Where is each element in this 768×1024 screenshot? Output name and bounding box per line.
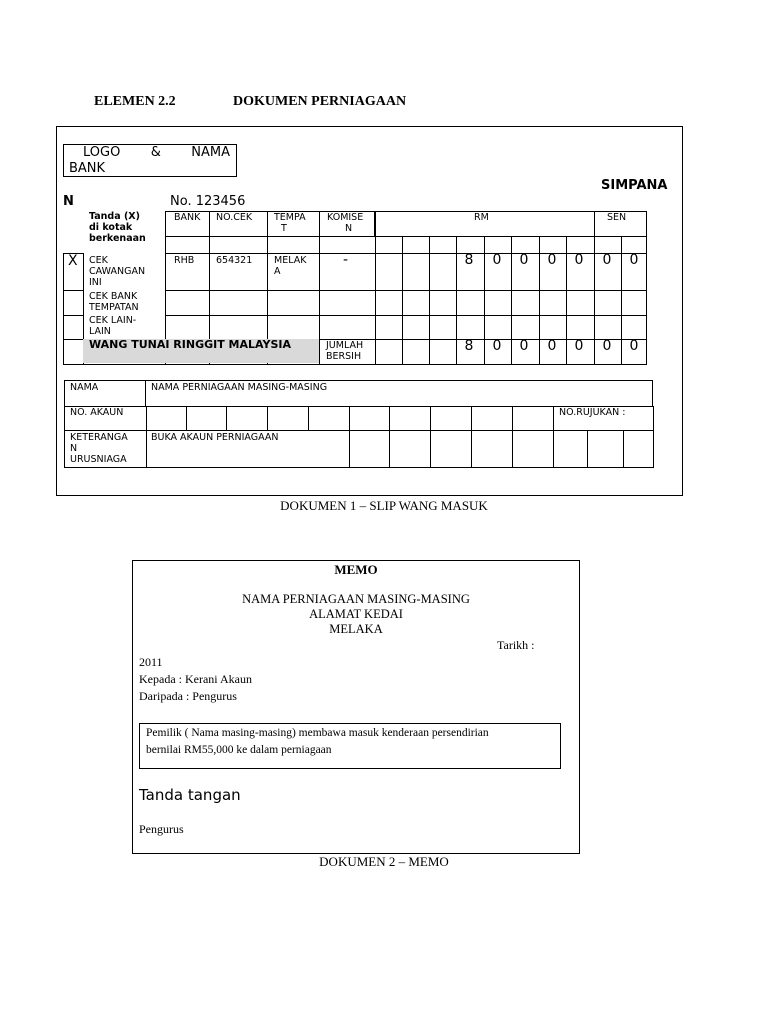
row1-tempat: MELAK A bbox=[274, 255, 307, 277]
table-cell bbox=[165, 236, 210, 254]
keterangan-cell bbox=[623, 430, 654, 468]
logo-word-1: LOGO bbox=[83, 145, 121, 160]
keterangan-cell bbox=[512, 430, 554, 468]
akaun-cell bbox=[226, 406, 268, 431]
akaun-cell bbox=[471, 406, 513, 431]
memo-pengurus: Pengurus bbox=[139, 822, 184, 836]
akaun-cell bbox=[349, 406, 390, 431]
table-cell bbox=[456, 315, 485, 340]
simpanan-label-b: N bbox=[63, 194, 74, 209]
keterangan-cell bbox=[389, 430, 431, 468]
amount-digit: 0 bbox=[602, 338, 612, 354]
keterangan-label: KETERANGA N URUSNIAGA bbox=[70, 432, 128, 465]
table-cell bbox=[539, 290, 567, 316]
nama-value: NAMA PERNIAGAAN MASING-MASING bbox=[151, 382, 328, 393]
akaun-cell bbox=[186, 406, 227, 431]
col-rm: RM bbox=[474, 212, 489, 223]
type-cawangan: CEK CAWANGAN INI bbox=[89, 255, 146, 288]
row1-nocek: 654321 bbox=[216, 255, 253, 266]
table-cell bbox=[402, 290, 430, 316]
checkbox-cell bbox=[63, 339, 84, 365]
memo-body: Pemilik ( Nama masing-masing) membawa masuk kenderaan persendirian bernilai RM55,000 ke dalam perniagaan bbox=[146, 727, 489, 756]
akaun-label: NO. AKAUN bbox=[70, 407, 124, 418]
table-cell bbox=[621, 315, 647, 340]
amount-digit: 0 bbox=[519, 252, 529, 268]
amount-digit: 0 bbox=[492, 338, 502, 354]
memo-title: MEMO bbox=[334, 562, 378, 577]
nama-label: NAMA bbox=[70, 382, 99, 393]
akaun-cell bbox=[512, 406, 554, 431]
table-cell bbox=[402, 315, 430, 340]
simpanan-label-a: SIMPANA bbox=[601, 178, 668, 193]
table-cell bbox=[402, 253, 430, 291]
akaun-cell bbox=[267, 406, 309, 431]
table-cell bbox=[484, 315, 512, 340]
table-cell bbox=[429, 315, 457, 340]
col-tempat: TEMPA T bbox=[274, 212, 306, 234]
amount-digit: 8 bbox=[464, 338, 474, 354]
table-cell bbox=[375, 315, 403, 340]
table-cell bbox=[375, 236, 403, 254]
caption-slip: DOKUMEN 1 – SLIP WANG MASUK bbox=[280, 498, 488, 513]
table-cell bbox=[402, 339, 430, 365]
table-cell bbox=[375, 339, 403, 365]
amount-digit: 0 bbox=[602, 252, 612, 268]
table-cell bbox=[539, 315, 567, 340]
table-cell bbox=[375, 290, 403, 316]
table-cell bbox=[165, 315, 210, 340]
table-cell bbox=[511, 290, 540, 316]
table-cell bbox=[621, 290, 647, 316]
checkbox-mark: X bbox=[68, 253, 78, 269]
table-cell bbox=[319, 315, 376, 340]
akaun-cell bbox=[308, 406, 350, 431]
keterangan-value: BUKA AKAUN PERNIAGAAN bbox=[151, 432, 279, 443]
table-cell bbox=[594, 315, 622, 340]
amount-digit: 0 bbox=[629, 252, 639, 268]
caption-memo: DOKUMEN 2 – MEMO bbox=[319, 854, 449, 869]
amount-digit: 0 bbox=[492, 252, 502, 268]
table-cell bbox=[594, 290, 622, 316]
keterangan-cell bbox=[430, 430, 472, 468]
keterangan-cell bbox=[471, 430, 513, 468]
tanda-instruction: Tanda (X) di kotak berkenaan bbox=[89, 211, 146, 244]
table-cell bbox=[429, 339, 457, 365]
page-title: DOKUMEN PERNIAGAAN bbox=[233, 94, 407, 109]
amount-digit: 0 bbox=[519, 338, 529, 354]
tunai-label: WANG TUNAI RINGGIT MALAYSIA bbox=[89, 338, 291, 351]
table-cell bbox=[429, 290, 457, 316]
memo-daripada: Daripada : Pengurus bbox=[139, 689, 237, 703]
memo-kepada: Kepada : Kerani Akaun bbox=[139, 672, 252, 686]
table-cell bbox=[165, 290, 210, 316]
table-cell bbox=[484, 290, 512, 316]
logo-word-3: NAMA bbox=[191, 145, 230, 160]
memo-signature: Tanda tangan bbox=[139, 786, 241, 804]
memo-tarikh: Tarikh : bbox=[497, 638, 535, 652]
checkbox-cell bbox=[63, 315, 84, 340]
element-number: ELEMEN 2.2 bbox=[94, 94, 176, 109]
keterangan-cell bbox=[587, 430, 624, 468]
col-nocek: NO.CEK bbox=[216, 212, 253, 223]
amount-digit: 0 bbox=[547, 338, 557, 354]
col-sen: SEN bbox=[607, 212, 627, 223]
row1-komisen: - bbox=[343, 252, 349, 268]
table-cell bbox=[429, 236, 457, 254]
amount-digit: 0 bbox=[574, 338, 584, 354]
table-cell bbox=[402, 236, 430, 254]
table-cell bbox=[209, 290, 268, 316]
keterangan-cell bbox=[553, 430, 588, 468]
type-tempatan: CEK BANK TEMPATAN bbox=[89, 291, 139, 313]
checkbox-cell bbox=[63, 290, 84, 316]
amount-digit: 8 bbox=[464, 252, 474, 268]
col-komisen: KOMISE N bbox=[327, 212, 364, 234]
amount-digit: 0 bbox=[629, 338, 639, 354]
table-cell bbox=[209, 236, 268, 254]
table-cell bbox=[267, 315, 320, 340]
bank-logo-box bbox=[63, 144, 237, 177]
row1-bank: RHB bbox=[174, 255, 195, 266]
akaun-cell bbox=[146, 406, 187, 431]
logo-word-4: BANK bbox=[69, 161, 106, 176]
akaun-cell bbox=[430, 406, 472, 431]
table-cell bbox=[375, 253, 403, 291]
col-bank: BANK bbox=[174, 212, 201, 223]
amount-digit: 0 bbox=[547, 252, 557, 268]
table-cell bbox=[267, 236, 320, 254]
table-cell bbox=[319, 290, 376, 316]
table-cell bbox=[456, 290, 485, 316]
slip-number: No. 123456 bbox=[170, 194, 246, 209]
logo-word-2: & bbox=[150, 145, 161, 160]
memo-company-block: NAMA PERNIAGAAN MASING-MASING ALAMAT KEDAI MELAKA bbox=[242, 592, 470, 636]
table-cell bbox=[566, 290, 595, 316]
akaun-cell bbox=[389, 406, 431, 431]
memo-year: 2011 bbox=[139, 655, 163, 669]
type-lain: CEK LAIN- LAIN bbox=[89, 315, 137, 337]
table-cell bbox=[511, 315, 540, 340]
jumlah-label: JUMLAH BERSIH bbox=[326, 340, 364, 362]
table-cell bbox=[209, 315, 268, 340]
table-cell bbox=[267, 290, 320, 316]
rujukan-label: NO.RUJUKAN : bbox=[559, 407, 626, 418]
table-cell bbox=[429, 253, 457, 291]
table-cell bbox=[566, 315, 595, 340]
keterangan-cell bbox=[349, 430, 390, 468]
amount-digit: 0 bbox=[574, 252, 584, 268]
